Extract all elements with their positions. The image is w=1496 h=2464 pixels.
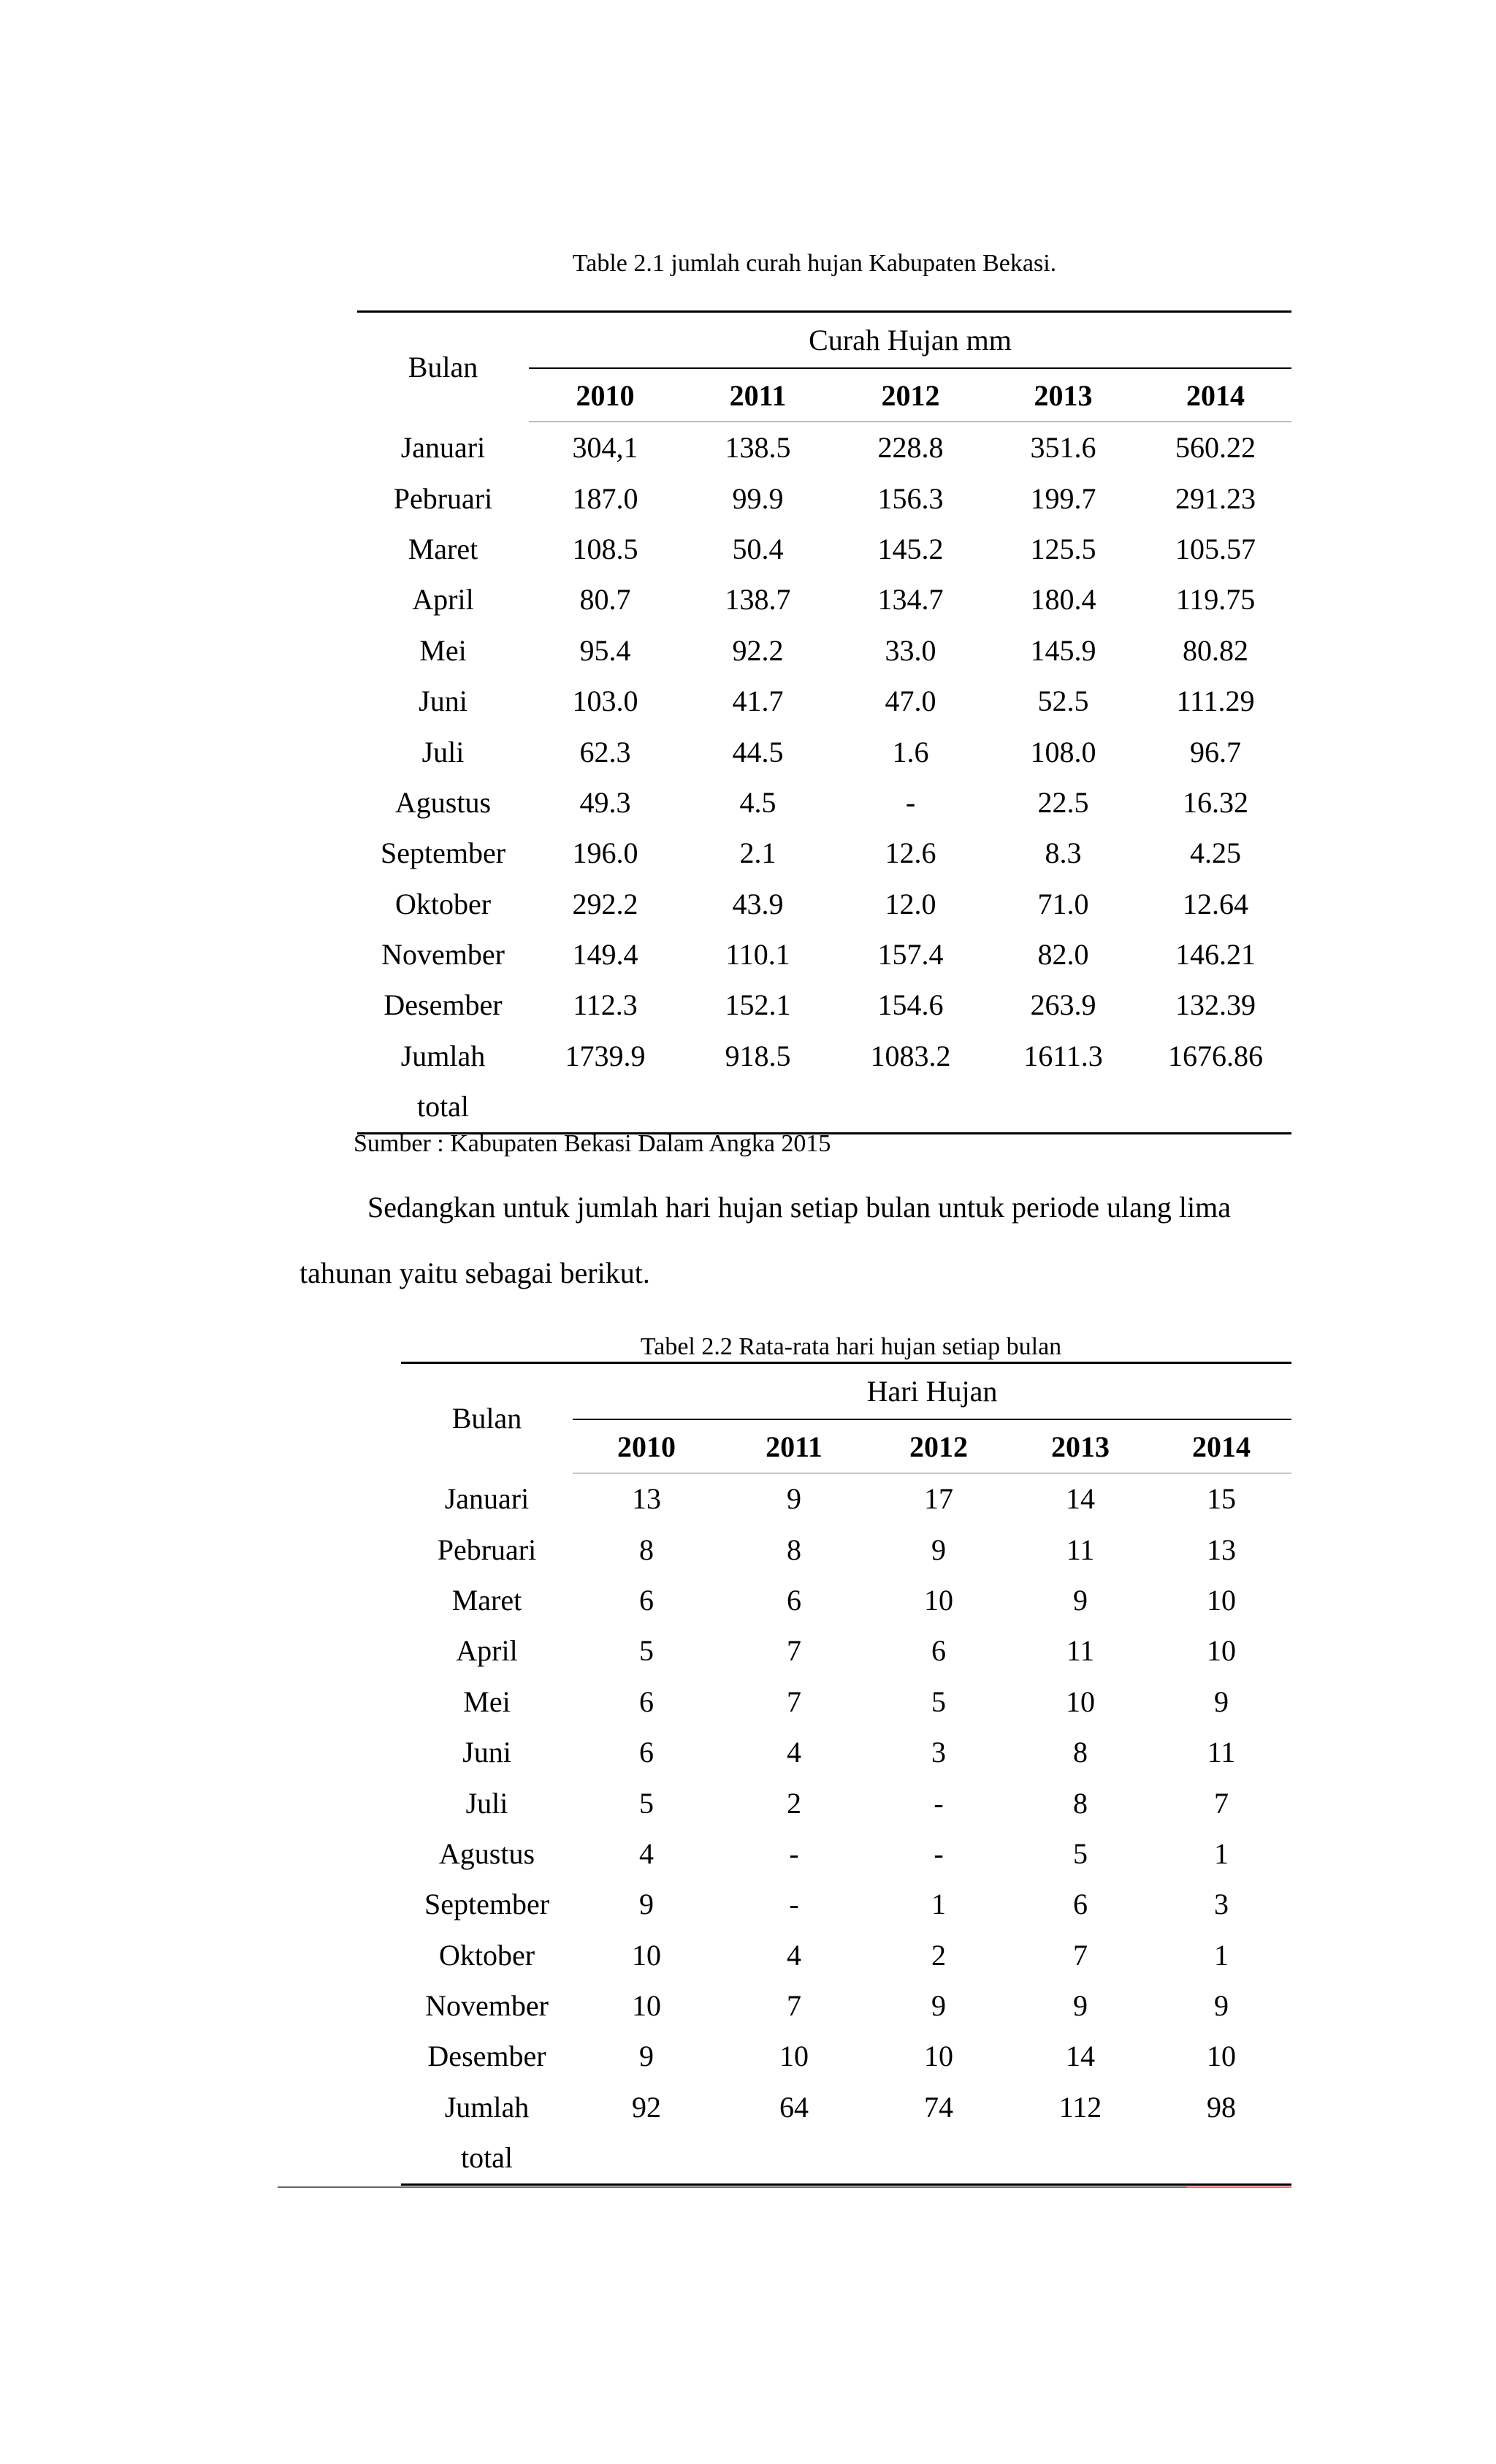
value-cell: 92.2 [732,633,784,667]
value-cell: 8.3 [1045,836,1082,870]
value-cell: 9 [931,1989,946,2023]
value-cell: - [934,1786,944,1820]
table-row [401,1828,1291,1879]
table-row [357,524,1291,574]
value-cell: 10 [1066,1685,1095,1718]
month-cell: November [381,938,505,972]
table1-caption: Table 2.1 jumlah curah hujan Kabupaten Bekasi. [572,250,1057,277]
value-cell: 132.39 [1175,988,1256,1022]
value-cell: 199.7 [1030,481,1096,515]
value-cell: 2.1 [739,836,776,870]
value-cell: 99.9 [732,481,784,515]
rain-days-table [401,1362,1291,2186]
year-header: 2010 [529,368,682,422]
table-row [357,473,1291,523]
value-cell: 11 [1066,1533,1095,1566]
value-cell: 108.5 [572,532,638,565]
value-cell: 5 [639,1634,654,1668]
value-cell: 292.2 [572,887,638,920]
value-cell: 103.0 [572,684,638,718]
total-cell: 98 [1207,2090,1236,2124]
total-row [357,1031,1291,1133]
value-cell: 14 [1066,2040,1095,2073]
year-header: 2013 [987,368,1140,422]
value-cell: 8 [1073,1786,1088,1820]
table-row [357,676,1291,726]
value-cell: 156.3 [877,481,944,515]
value-cell: 33.0 [885,633,936,667]
value-cell: 351.6 [1030,431,1096,465]
value-cell: 16.32 [1183,785,1248,819]
total-label [357,1031,529,1133]
paragraph-line-2: tahunan yaitu sebagai berikut. [299,1256,650,1289]
value-cell: 7 [787,1685,801,1718]
value-cell: 80.7 [579,583,631,617]
value-cell: 5 [931,1685,946,1718]
value-cell: 119.75 [1175,583,1256,617]
value-cell: 10 [632,1938,661,1972]
month-cell: Pebruari [437,1533,537,1566]
table2-caption: Tabel 2.2 Rata-rata hari hujan setiap bulan [640,1333,1062,1360]
table-row [401,1980,1291,2031]
table-row [357,777,1291,828]
value-cell: 146.21 [1175,938,1256,972]
table-row [357,980,1291,1030]
total-row [401,2082,1291,2184]
value-cell: 8 [787,1533,801,1566]
value-cell: 6 [1073,1888,1088,1921]
month-cell: April [456,1634,518,1668]
year-header: 2013 [1010,1419,1151,1473]
table1-bulan-header: Bulan [408,351,478,384]
value-cell: 138.7 [725,583,791,617]
value-cell: 4.5 [739,785,776,819]
value-cell: 196.0 [572,836,638,870]
month-cell: April [412,583,474,617]
value-cell: 9 [787,1482,801,1516]
table2-group-header: Hari Hujan [573,1363,1291,1420]
value-cell: 6 [639,1736,654,1769]
value-cell: 12.0 [885,887,936,920]
value-cell: 1 [1214,1836,1229,1870]
value-cell: 17 [924,1482,953,1516]
table-row [401,1930,1291,1980]
value-cell: 125.5 [1030,532,1096,565]
value-cell: 3 [931,1736,946,1769]
value-cell: 145.2 [877,532,944,565]
value-cell: 7 [787,1989,801,2023]
month-cell: Pebruari [393,481,493,515]
total-label-line-1: Jumlah [400,1039,486,1072]
value-cell: - [789,1836,799,1870]
total-label [401,2082,573,2184]
table-row [357,726,1291,777]
total-cell: 1611.3 [1023,1039,1103,1072]
month-cell: Januari [400,430,486,464]
value-cell: 6 [787,1583,801,1617]
total-label-line-1: Jumlah [444,2090,530,2124]
value-cell: 4 [787,1736,801,1769]
footer-rule [278,2186,1291,2188]
value-cell: 13 [1207,1533,1236,1566]
value-cell: 3 [1214,1888,1229,1921]
table-row [401,1677,1291,1727]
value-cell: 9 [639,1888,654,1921]
total-cell: 1676.86 [1168,1039,1263,1072]
value-cell: - [934,1836,944,1870]
table-row [357,879,1291,929]
table-row [357,422,1291,473]
table-row [357,929,1291,980]
year-header: 2014 [1140,368,1291,422]
value-cell: 6 [639,1583,654,1617]
value-cell: 187.0 [572,481,638,515]
value-cell: 96.7 [1190,735,1241,768]
month-cell: Mei [419,633,467,667]
year-header: 2011 [682,368,834,422]
table-row [357,625,1291,676]
value-cell: 11 [1066,1634,1095,1668]
value-cell: 4 [639,1836,654,1870]
value-cell: 112.3 [573,988,638,1022]
month-cell: Oktober [438,1938,535,1972]
month-cell: Agustus [394,785,492,819]
value-cell: 7 [1073,1938,1088,1972]
value-cell: 9 [1214,1989,1229,2023]
value-cell: 134.7 [877,583,944,617]
value-cell: 5 [639,1786,654,1820]
value-cell: 154.6 [877,988,944,1022]
value-cell: 108.0 [1030,735,1096,768]
year-header: 2011 [720,1419,868,1473]
table1-source: Sumber : Kabupaten Bekasi Dalam Angka 2015 [354,1130,831,1157]
value-cell: 52.5 [1037,684,1089,718]
month-cell: Desember [427,2040,546,2073]
value-cell: 10 [924,1583,953,1617]
value-cell: 11 [1207,1736,1236,1769]
value-cell: 149.4 [572,938,638,972]
value-cell: 71.0 [1037,887,1089,920]
footer-accent-rule [1187,2186,1291,2188]
value-cell: 560.22 [1175,431,1256,465]
value-cell: 15 [1207,1482,1236,1516]
value-cell: 10 [1207,1583,1236,1617]
value-cell: 14 [1066,1482,1095,1516]
value-cell: 1 [1214,1938,1229,1972]
value-cell: 10 [779,2040,809,2073]
value-cell: 1.6 [892,735,929,768]
value-cell: 6 [931,1634,946,1668]
total-cell: 74 [924,2090,953,2124]
value-cell: 50.4 [732,532,784,565]
month-cell: Maret [408,532,478,565]
value-cell: 2 [787,1786,801,1820]
value-cell: 105.57 [1175,532,1256,565]
value-cell: 9 [1073,1989,1088,2023]
value-cell: 9 [931,1533,946,1566]
year-header: 2012 [834,368,987,422]
month-cell: Desember [383,988,503,1022]
value-cell: 13 [632,1482,661,1516]
value-cell: 291.23 [1175,481,1256,515]
value-cell: 111.29 [1176,684,1255,718]
year-header: 2010 [573,1419,720,1473]
value-cell: 5 [1073,1836,1088,1870]
month-cell: Juli [465,1786,508,1820]
value-cell: 8 [639,1533,654,1566]
value-cell: 4.25 [1190,836,1241,870]
value-cell: 12.64 [1183,887,1248,920]
total-cell: 918.5 [725,1039,791,1072]
value-cell: 228.8 [877,431,944,465]
value-cell: 10 [1207,1634,1236,1668]
value-cell: 152.1 [725,988,791,1022]
month-cell: Januari [444,1481,530,1515]
value-cell: 95.4 [579,633,631,667]
month-cell: Juli [421,735,465,768]
table-row [401,1879,1291,1929]
total-label-line-2: total [416,1090,470,1124]
month-cell: Juni [462,1736,511,1769]
table-row [357,828,1291,878]
value-cell: 41.7 [732,684,784,718]
value-cell: 9 [1214,1685,1229,1718]
total-cell: 112 [1058,2090,1102,2124]
table2-bulan-header: Bulan [451,1402,522,1435]
value-cell: 9 [1073,1583,1088,1617]
value-cell: 2 [931,1938,946,1972]
value-cell: 1 [931,1888,946,1921]
month-cell: September [424,1888,550,1921]
value-cell: 62.3 [579,735,631,768]
month-cell: Maret [451,1583,522,1617]
value-cell: 7 [787,1634,801,1668]
value-cell: 80.82 [1183,633,1248,667]
value-cell: 4 [787,1938,801,1972]
year-header: 2014 [1151,1419,1291,1473]
total-cell: 64 [779,2090,809,2124]
month-cell: November [425,1989,549,2023]
month-cell: September [380,836,506,870]
table-row [401,1473,1291,1525]
value-cell: 180.4 [1030,583,1096,617]
total-label-line-2: total [460,2141,514,2175]
month-cell: Juni [419,684,468,718]
table1-group-header: Curah Hujan mm [529,312,1291,369]
value-cell: 10 [1207,2040,1236,2073]
table-row [401,1524,1291,1574]
year-header: 2012 [868,1419,1010,1473]
value-cell: 47.0 [885,684,936,718]
total-cell: 1739.9 [565,1039,646,1072]
value-cell: 82.0 [1037,938,1089,972]
value-cell: 22.5 [1037,785,1089,819]
value-cell: - [789,1888,799,1921]
table-row [357,574,1291,625]
value-cell: 44.5 [732,735,784,768]
value-cell: 263.9 [1030,988,1096,1022]
table-row [401,2031,1291,2081]
value-cell: 10 [924,2040,953,2073]
value-cell: 6 [639,1685,654,1718]
total-cell: 92 [632,2090,661,2124]
table-row [401,1777,1291,1828]
value-cell: 49.3 [579,785,631,819]
value-cell: - [905,785,916,819]
value-cell: 138.5 [725,431,791,465]
value-cell: 145.9 [1030,633,1096,667]
rainfall-table [357,310,1291,1134]
value-cell: 157.4 [877,938,944,972]
value-cell: 110.1 [725,938,790,972]
value-cell: 8 [1073,1736,1088,1769]
table-row [401,1727,1291,1777]
paragraph-line-1: Sedangkan untuk jumlah hari hujan setiap bulan untuk periode ulang lima [367,1191,1231,1224]
value-cell: 10 [632,1989,661,2023]
table-row [401,1575,1291,1625]
month-cell: Oktober [394,887,492,920]
month-cell: Agustus [438,1836,535,1870]
value-cell: 12.6 [885,836,936,870]
total-cell: 1083.2 [870,1039,951,1072]
table-row [401,1625,1291,1676]
month-cell: Mei [463,1685,511,1718]
value-cell: 43.9 [732,887,784,920]
value-cell: 7 [1214,1786,1229,1820]
value-cell: 9 [639,2040,654,2073]
value-cell: 304,1 [572,431,638,465]
